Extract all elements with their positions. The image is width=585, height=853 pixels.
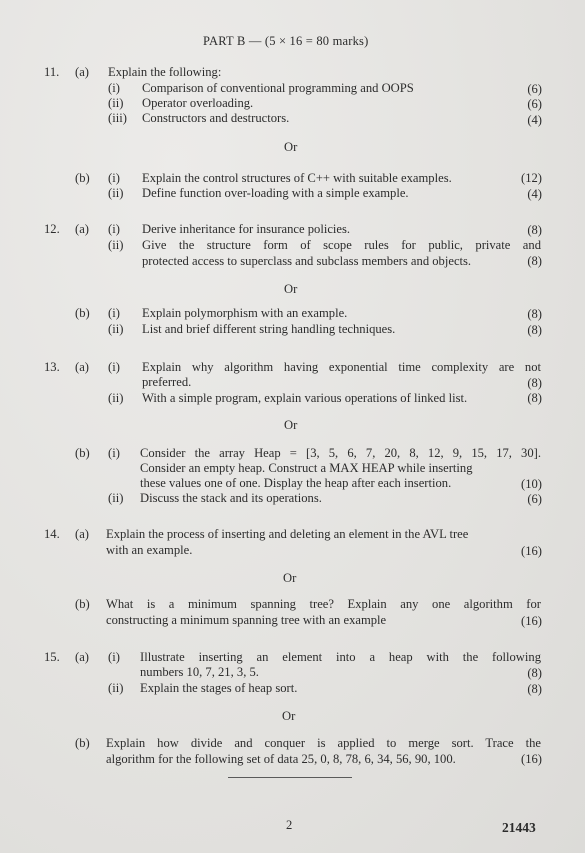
- marks: (6): [527, 97, 542, 111]
- option-label: (b): [75, 446, 90, 460]
- question-number: 11.: [44, 65, 60, 79]
- sub-question-text: Consider the array Heap = [3, 5, 6, 7, 20, 8, 12, 9, 15, 17, 30].: [140, 446, 541, 460]
- sub-question-text: Define function over-loading with a simple example.: [142, 186, 409, 200]
- sub-question-text: Comparison of conventional programming and OOPS: [142, 81, 414, 95]
- marks: (10): [521, 477, 542, 491]
- marks: (16): [521, 614, 542, 628]
- end-rule: [228, 777, 352, 778]
- roman-label: (i): [108, 222, 120, 236]
- roman-label: (iii): [108, 111, 127, 125]
- question-number: 13.: [44, 360, 60, 374]
- sub-question-text: protected access to superclass and subclass members and objects.: [142, 254, 472, 268]
- option-label: (b): [75, 306, 90, 320]
- sub-question-text: Explain the stages of heap sort.: [140, 681, 298, 695]
- option-label: (b): [75, 171, 90, 185]
- sub-question-text: Constructors and destructors.: [142, 111, 290, 125]
- roman-label: (ii): [108, 322, 124, 336]
- option-label: (a): [75, 650, 89, 664]
- sub-question-text: Give the structure form of scope rules for public, private and: [142, 238, 541, 252]
- sub-question-text: Explain polymorphism with an example.: [142, 306, 348, 320]
- paper-code: 21443: [502, 820, 536, 835]
- roman-label: (i): [108, 306, 120, 320]
- question-text: with an example.: [106, 543, 193, 557]
- option-label: (a): [75, 527, 89, 541]
- marks: (16): [521, 752, 542, 766]
- roman-label: (ii): [108, 491, 124, 505]
- marks: (8): [527, 254, 542, 268]
- roman-label: (i): [108, 171, 120, 185]
- option-label: (b): [75, 597, 90, 611]
- marks: (4): [527, 113, 542, 127]
- marks: (8): [527, 223, 542, 237]
- page-number: 2: [286, 818, 293, 832]
- roman-label: (i): [108, 446, 120, 460]
- sub-question-text: Discuss the stack and its operations.: [140, 491, 322, 505]
- option-label: (a): [75, 360, 89, 374]
- sub-question-text: preferred.: [142, 375, 192, 389]
- sub-question-text: Illustrate inserting an element into a heap with the following: [140, 650, 541, 664]
- question-number: 14.: [44, 527, 60, 541]
- question-text: Explain the process of inserting and deleting an element in the AVL tree: [106, 527, 469, 541]
- option-label: (a): [75, 222, 89, 236]
- option-label: (a): [75, 65, 89, 79]
- roman-label: (i): [108, 81, 120, 95]
- sub-question-text: Derive inheritance for insurance policies.: [142, 222, 351, 236]
- sub-question-text: List and brief different string handling techniques.: [142, 322, 396, 336]
- sub-question-text: Consider an empty heap. Construct a MAX HEAP while inserting: [140, 461, 473, 475]
- part-heading: PART B — (5 × 16 = 80 marks): [203, 34, 369, 48]
- roman-label: (i): [108, 360, 120, 374]
- question-text: Explain the following:: [108, 65, 222, 79]
- roman-label: (ii): [108, 391, 124, 405]
- question-text: algorithm for the following set of data 25, 0, 8, 78, 6, 34, 56, 90, 100.: [106, 752, 456, 766]
- sub-question-text: these values one of one. Display the heap after each insertion.: [140, 476, 452, 490]
- marks: (8): [527, 682, 542, 696]
- roman-label: (ii): [108, 681, 124, 695]
- question-text: What is a minimum spanning tree? Explain any one algorithm for: [106, 597, 541, 611]
- marks: (8): [527, 323, 542, 337]
- question-number: 15.: [44, 650, 60, 664]
- marks: (4): [527, 187, 542, 201]
- or-separator: Or: [284, 282, 298, 296]
- roman-label: (ii): [108, 186, 124, 200]
- roman-label: (ii): [108, 238, 124, 252]
- marks: (8): [527, 666, 542, 680]
- sub-question-text: With a simple program, explain various operations of linked list.: [142, 391, 468, 405]
- marks: (12): [521, 171, 542, 185]
- option-label: (b): [75, 736, 90, 750]
- question-text: constructing a minimum spanning tree with an example: [106, 613, 387, 627]
- question-text: Explain how divide and conquer is applied to merge sort. Trace the: [106, 736, 541, 750]
- marks: (8): [527, 307, 542, 321]
- or-separator: Or: [284, 418, 298, 432]
- or-separator: Or: [284, 140, 298, 154]
- question-number: 12.: [44, 222, 60, 236]
- marks: (16): [521, 544, 542, 558]
- roman-label: (i): [108, 650, 120, 664]
- marks: (6): [527, 492, 542, 506]
- or-separator: Or: [283, 571, 297, 585]
- or-separator: Or: [282, 709, 296, 723]
- sub-question-text: Explain why algorithm having exponential time complexity are not: [142, 360, 541, 374]
- sub-question-text: Operator overloading.: [142, 96, 254, 110]
- sub-question-text: Explain the control structures of C++ with suitable examples.: [142, 171, 452, 185]
- roman-label: (ii): [108, 96, 124, 110]
- sub-question-text: numbers 10, 7, 21, 3, 5.: [140, 665, 259, 679]
- marks: (8): [527, 391, 542, 405]
- marks: (8): [527, 376, 542, 390]
- marks: (6): [527, 82, 542, 96]
